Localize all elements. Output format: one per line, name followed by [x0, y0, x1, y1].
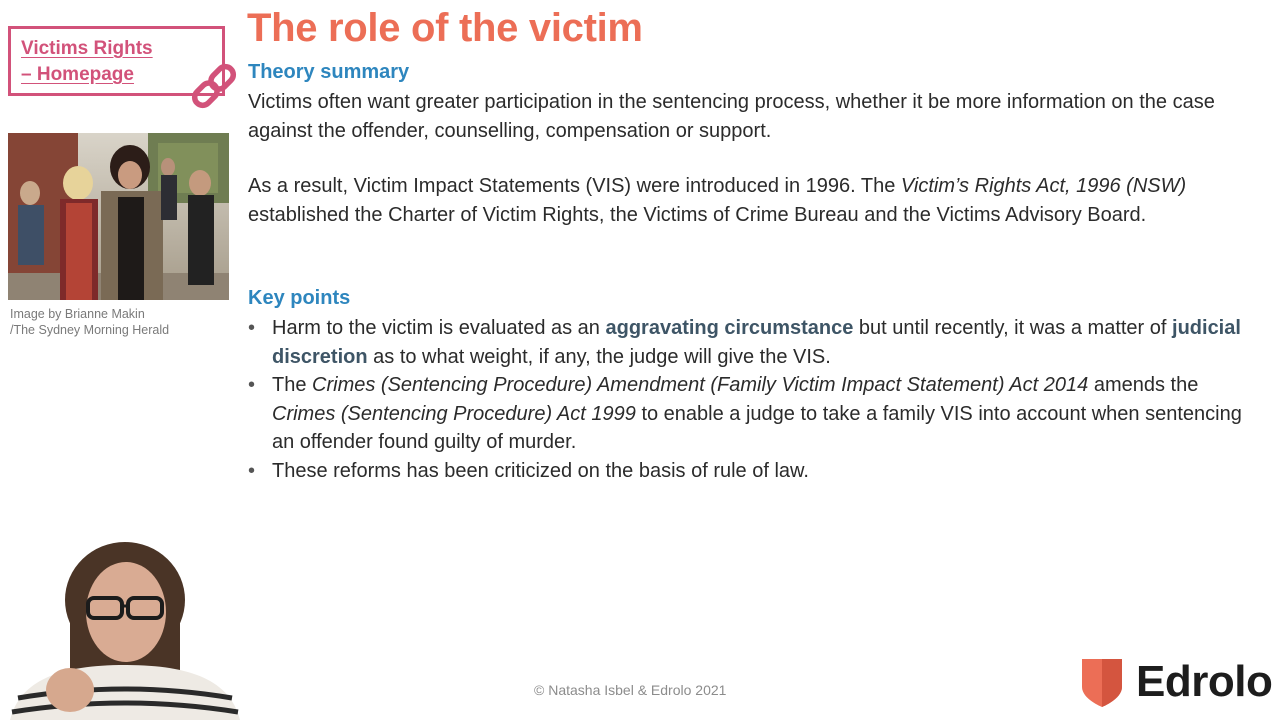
theory-paragraph-2 [248, 172, 1248, 229]
photo-caption-line-1: Image by Brianne Makin [10, 307, 145, 321]
key-point-item [248, 371, 1258, 457]
para2-text-1: As a result, Victim Impact Statements (VIS) were introduced in 1996. The [248, 175, 901, 197]
kp2-text-2: amends the [1088, 374, 1199, 396]
victims-rights-act-citation: Victim’s Rights Act, 1996 (NSW) [900, 175, 1187, 197]
kp2-text-3: to enable a judge to take a family VIS into account when sentencing an offender found guilty of murder. [272, 402, 1242, 453]
theory-paragraph-1: Victims often want greater participation in the sentencing process, whether it be more information on the case against the offender, counselling, compensation or support. [248, 91, 1215, 142]
edrolo-shield-icon [1081, 657, 1123, 709]
copyright-footer: © Natasha Isbel & Edrolo 2021 [534, 682, 727, 698]
kp1-text-3: as to what weight, if any, the judge will give the VIS. [367, 345, 831, 368]
theory-summary-heading: Theory summary [248, 61, 410, 83]
kp3-text-1: These reforms has been criticized on the basis of rule of law. [272, 459, 809, 482]
presenter-video [0, 540, 250, 720]
kp2-italic-2: Crimes (Sentencing Procedure) Act 1999 [272, 402, 636, 425]
kp2-text-1: The [272, 374, 313, 396]
kp1-bold-2: judicial discretion [272, 317, 1241, 368]
link-chain-icon[interactable] [188, 60, 240, 112]
kp1-text-1: Harm to the victim is evaluated as an [272, 317, 606, 339]
key-point-item [248, 457, 1258, 486]
kp2-italic-1: Crimes (Sentencing Procedure) Amendment (Family Victim Impact Statement) Act 2014 [312, 374, 1089, 396]
key-points-heading: Key points [248, 287, 351, 309]
key-points-list [248, 314, 1258, 485]
page-title: The role of the victim [247, 6, 643, 50]
brand-name: Edrolo [1136, 657, 1273, 706]
nav-link-line-2: – Homepage [21, 64, 134, 85]
photo-caption-line-2: /The Sydney Morning Herald [10, 323, 170, 337]
edrolo-logo [1078, 655, 1273, 715]
key-point-item [248, 314, 1258, 371]
nav-link-line-1: Victims Rights [21, 38, 153, 59]
kp1-bold-1: aggravating circumstance [605, 317, 854, 339]
para2-text-2: established the Charter of Victim Rights, the Victims of Crime Bureau and the Victims Advisory Board. [248, 203, 1147, 226]
news-photo [8, 133, 229, 300]
photo-caption [10, 306, 235, 338]
kp1-text-2: but until recently, it was a matter of [853, 317, 1173, 339]
